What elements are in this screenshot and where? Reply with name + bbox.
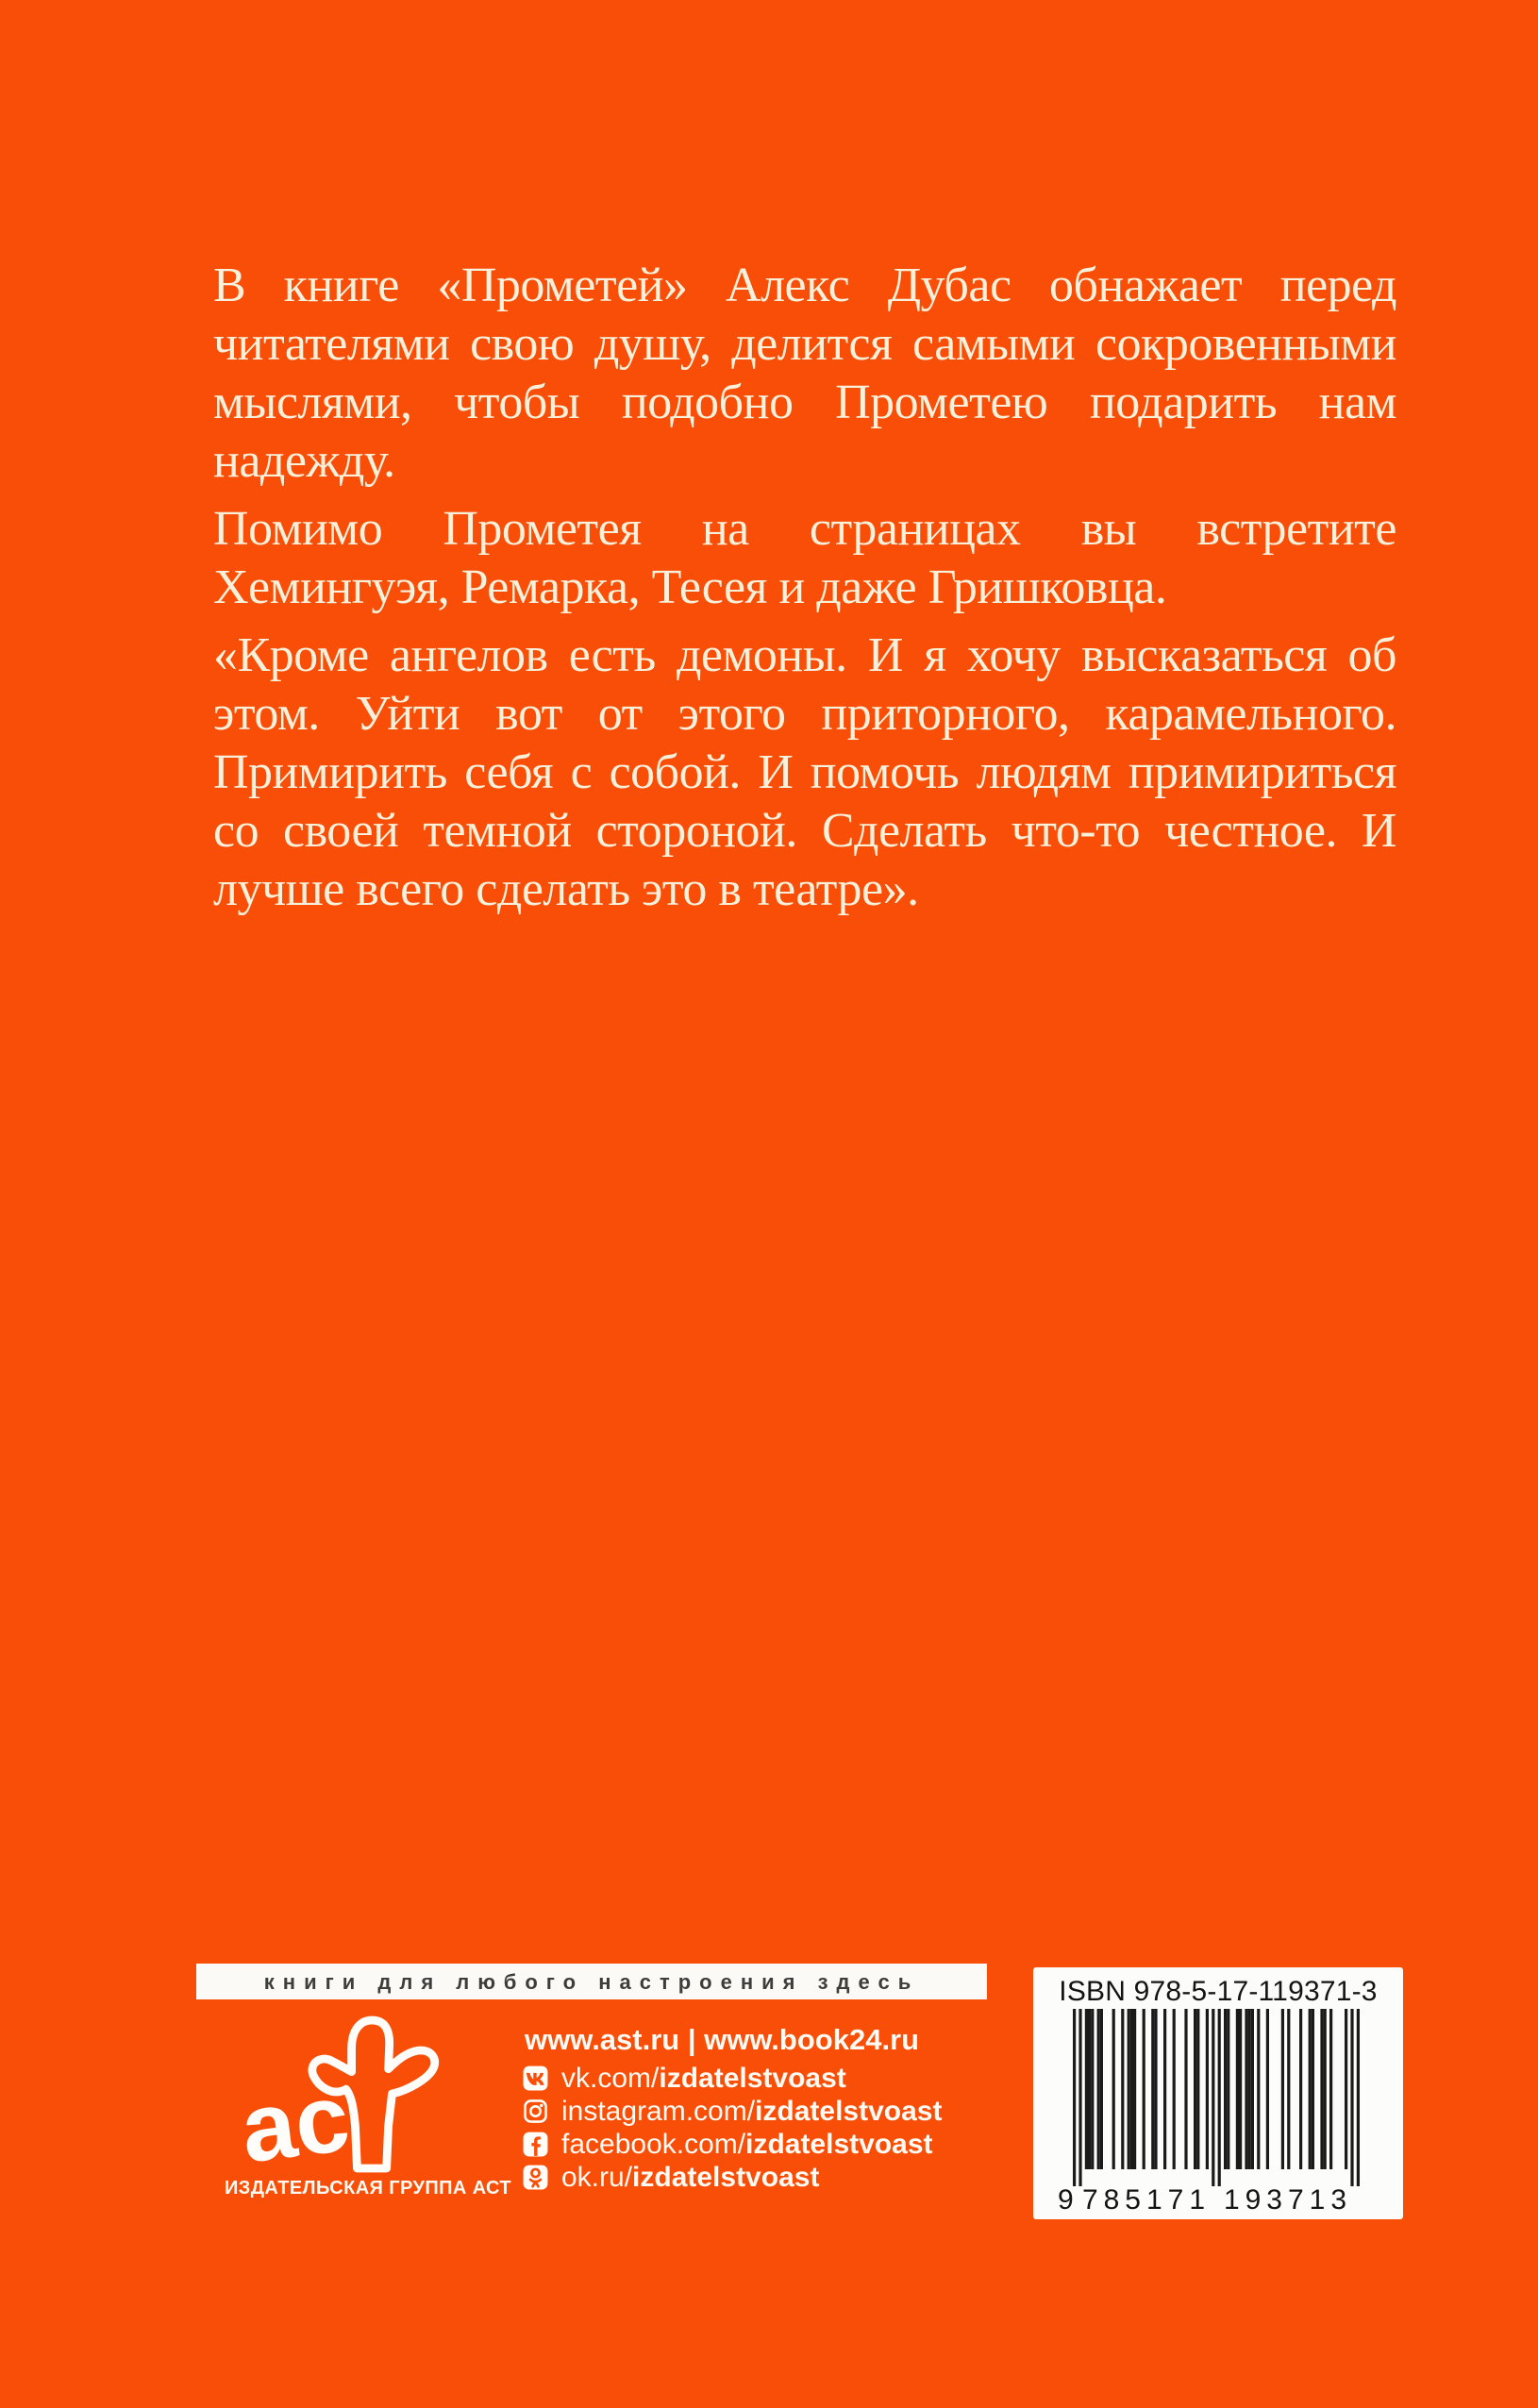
isbn-panel (1033, 1967, 1403, 2219)
social-link-prefix: instagram.com/ (561, 2095, 756, 2127)
ast-logo-letters: ас (235, 2063, 355, 2183)
social-row-vk (523, 2062, 942, 2094)
social-link-prefix: vk.com/ (561, 2062, 660, 2094)
social-row-facebook (523, 2128, 942, 2160)
social-link-label (561, 2096, 942, 2128)
social-link-prefix: facebook.com/ (561, 2128, 746, 2160)
annotation-paragraph: «Кроме ангелов есть демоны. И я хочу высказаться об этом. Уйти вот от этого приторного, карамельного. Примирить себя с собой. И помочь людям примириться со своей темной стороной. Сделать что-то честное. И лучше всего сделать это в театре». (213, 628, 1396, 916)
barcode-digits-group2: 193713 (1223, 2184, 1353, 2213)
vk-icon (523, 2065, 548, 2091)
social-link-account: izdatelstvoast (632, 2161, 820, 2193)
social-link-prefix: ok.ru/ (561, 2161, 633, 2193)
social-links-list (523, 2062, 943, 2198)
instagram-icon (523, 2099, 548, 2124)
ast-logo (225, 2010, 512, 2208)
ean13-barcode (1056, 2009, 1380, 2213)
annotation-paragraph: В книге «Прометей» Алекс Дубас обнажает перед читателями свою душу, делится самыми сокровенными мыслями, чтобы подобно Прометею подарить нам надежду. (213, 259, 1396, 488)
publisher-websites: www.ast.ru | www.book24.ru (525, 2023, 920, 2056)
annotation-text (213, 257, 1396, 928)
ast-cactus-icon (300, 2014, 447, 2176)
isbn-number: ISBN 978-5-17-119371-3 (1059, 1976, 1378, 2007)
barcode-digits-group1: 785171 (1081, 2184, 1212, 2213)
social-link-account: izdatelstvoast (659, 2062, 846, 2094)
ok-icon (523, 2165, 548, 2190)
facebook-icon (523, 2132, 548, 2157)
social-link-label (561, 2129, 933, 2161)
social-row-instagram (523, 2095, 943, 2127)
social-link-label (561, 2162, 819, 2194)
tagline-strip: книги для любого настроения здесь (196, 1964, 987, 1999)
publisher-group-label: ИЗДАТЕЛЬСКАЯ ГРУППА АСТ (225, 2178, 512, 2199)
social-row-ok (523, 2161, 942, 2193)
barcode-digit-first: 9 (1058, 2184, 1074, 2213)
annotation-paragraph: Помимо Прометея на страницах вы встретите Хемингуэя, Ремарка, Тесея и даже Гришковца. (213, 502, 1396, 614)
social-link-account: izdatelstvoast (755, 2095, 943, 2127)
social-link-label (561, 2063, 846, 2095)
social-link-account: izdatelstvoast (745, 2128, 933, 2160)
